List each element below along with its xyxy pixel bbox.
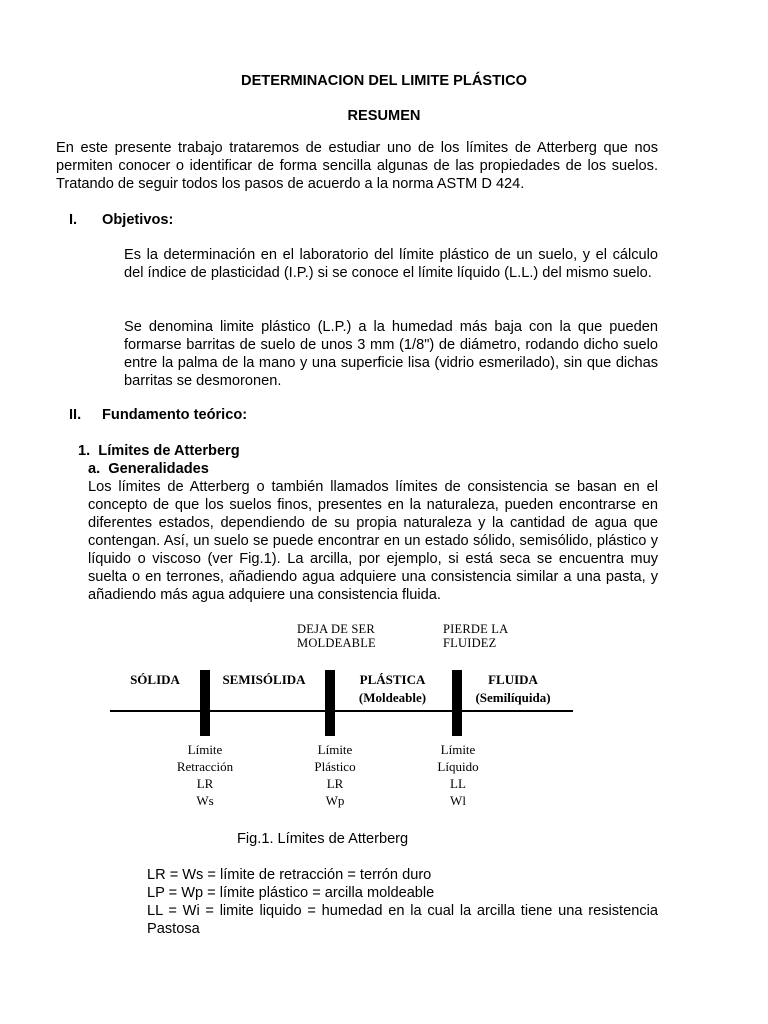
limit-label-line: LR [196, 776, 214, 791]
summary-heading: RESUMEN [347, 108, 421, 124]
limit-label-line: LR [326, 776, 344, 791]
limit-label-line: Límite [187, 742, 223, 757]
limit-label-liquido [413, 741, 503, 809]
limit-label-retraccion [160, 741, 250, 809]
subsection-title: 1. Límites de Atterberg [78, 443, 240, 459]
limit-label-line: LL [450, 776, 466, 791]
section-1-heading: Objetivos: [102, 212, 174, 228]
limit-label-line: Líquido [437, 759, 479, 774]
limit-label-line: Retracción [176, 759, 234, 774]
section-2-number: II. [69, 407, 82, 423]
objective-bullet-2: Se denomina limite plástico (L.P.) a la humedad más baja con la que pueden formarse barritas de suelo de unos 3 mm (1/8") de diámetro, rodando dicho suelo entre la palma de la mano y una superficie lisa (vidrio esmerilado), sin que dichas barritas se desmoronen. [124, 319, 658, 389]
subsection-a-title: a. Generalidades [88, 461, 209, 477]
limit-label-line: Wl [450, 793, 466, 808]
section-1-number: I. [69, 212, 78, 228]
generalidades-paragraph: Los límites de Atterberg o también llamados límites de consistencia se basan en el concepto de que los suelos finos, presentes en la naturaleza, pueden encontrarse en diferentes estados, dependiendo de su propia naturaleza y la cantidad de agua que contengan. Así, un suelo se puede encontrar en un estado sólido, semisólido, plástico y líquido o viscoso (ver Fig.1). La arcilla, por ejemplo, si está seca se encuentra muy suelta o en terrones, añadiendo agua adquiere una consistencia similar a una pasta, y añadiendo más agua adquiere una consistencia fluida. [88, 479, 658, 603]
limit-label-plastico [290, 741, 380, 809]
definition-wp: LP = Wp = límite plástico = arcilla moldeable [147, 885, 435, 901]
state-name: FLUIDA [488, 672, 538, 687]
limit-label-line: Ws [196, 793, 214, 808]
limit-label-line: Wp [325, 793, 345, 808]
figure-note-moldeable: DEJA DE SER MOLDEABLE [297, 622, 376, 650]
limit-label-line: Límite [317, 742, 353, 757]
state-name: SEMISÓLIDA [222, 672, 306, 687]
limit-label-line: Límite [440, 742, 476, 757]
state-subtitle: (Moldeable) [358, 690, 427, 705]
limit-marker-liquido [452, 670, 462, 736]
state-name: SÓLIDA [130, 672, 180, 687]
state-name: PLÁSTICA [359, 672, 426, 687]
definition-wi: LL = Wi = limite liquido = humedad en la cual la arcilla tiene una resistencia Pastosa [147, 903, 667, 937]
state-solida [110, 671, 200, 689]
summary-paragraph: En este presente trabajo trataremos de estudiar uno de los límites de Atterberg que nos permiten conocer o identificar de forma sencilla algunas de las propiedades de los suelos. Tratando de seguir todos los pasos de acuerdo a la norma ASTM D 424. [56, 140, 658, 192]
limit-label-line: Plástico [314, 759, 356, 774]
state-subtitle: (Semilíquida) [475, 690, 551, 705]
definition-ws: LR = Ws = límite de retracción = terrón duro [147, 867, 432, 883]
limit-marker-plastico [325, 670, 335, 736]
state-semisolida [213, 671, 315, 689]
figure-caption: Fig.1. Límites de Atterberg [237, 831, 409, 847]
section-2-heading: Fundamento teórico: [102, 407, 248, 423]
figure-note-fluidez: PIERDE LA FLUIDEZ [443, 622, 509, 650]
limit-marker-retraccion [200, 670, 210, 736]
objective-bullet-1: Es la determinación en el laboratorio del límite plástico de un suelo, y el cálculo del índice de plasticidad (I.P.) si se conoce el límite líquido (L.L.) del mismo suelo. [124, 247, 658, 281]
state-fluida [466, 671, 560, 707]
consistency-axis-line [110, 710, 573, 712]
document-title: DETERMINACION DEL LIMITE PLÁSTICO [241, 73, 527, 89]
state-plastica [340, 671, 445, 707]
